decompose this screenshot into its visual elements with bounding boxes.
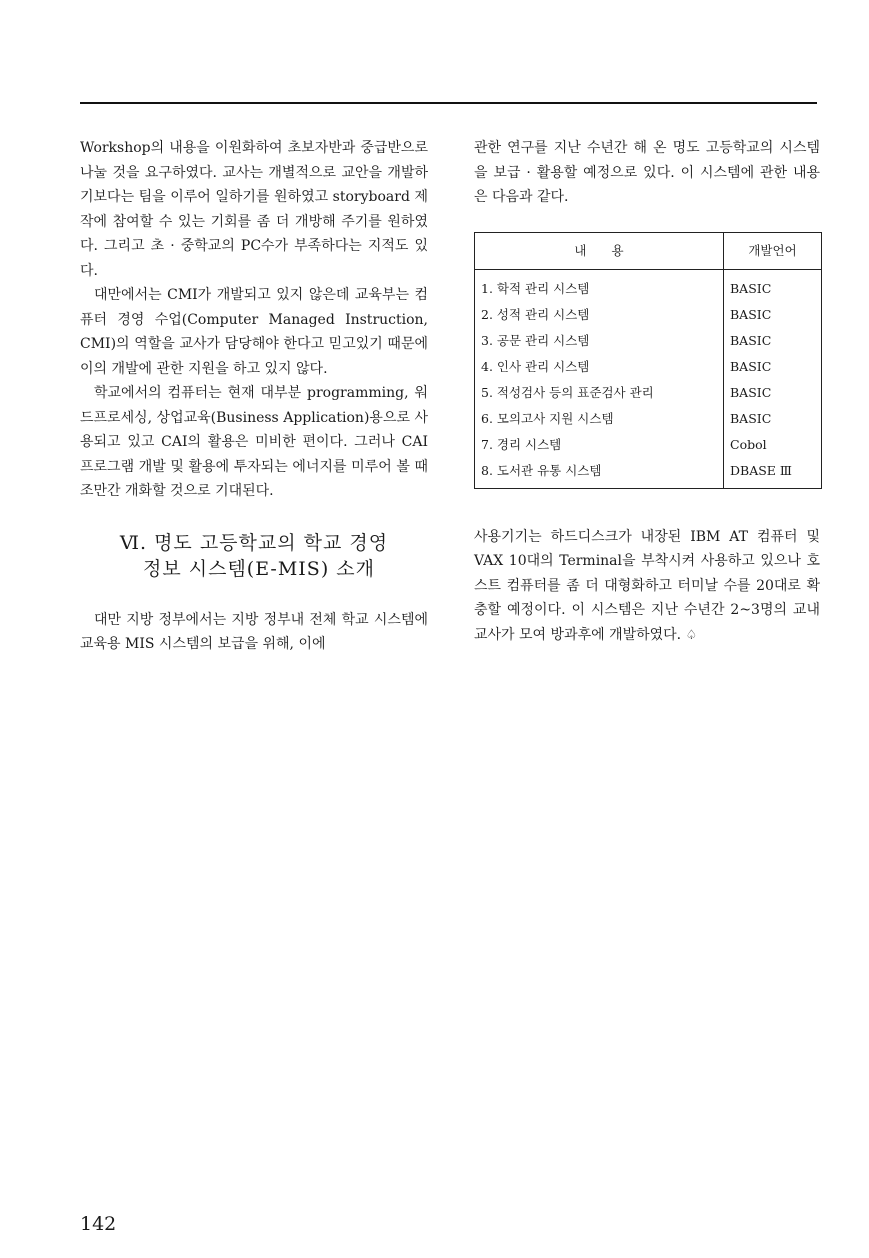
right-paragraph-1: 관한 연구를 지난 수년간 해 온 명도 고등학교의 시스템을 보급 · 활용할 예정으로 있다. 이 시스템에 관한 내용은 다음과 같다. [474, 140, 820, 205]
table-cell-system: 5. 적성검사 등의 표준검사 관리 [481, 384, 654, 400]
table-cell-language: BASIC [724, 406, 822, 432]
table-row [475, 432, 822, 458]
table-row [475, 269, 822, 302]
top-rule [80, 102, 817, 104]
table-header-language: 개발언어 [724, 232, 822, 269]
table-cell-system: 1. 학적 관리 시스템 [481, 280, 590, 296]
section-heading-line-2: 정보 시스템(E-MIS) 소개 [142, 557, 375, 580]
table-row [475, 380, 822, 406]
table-cell-system: 8. 도서관 유통 시스템 [481, 462, 602, 478]
section-heading-line-1: Ⅵ. 명도 고등학교의 학교 경영 [119, 531, 389, 554]
table-row [475, 458, 822, 489]
left-paragraph-4: 대만 지방 정부에서는 지방 정부내 전체 학교 시스템에 교육용 MIS 시스템의 보급을 위해, 이에 [80, 611, 428, 652]
table-cell-language: BASIC [724, 302, 822, 328]
left-paragraph-1: Workshop의 내용을 이원화하여 초보자반과 중급반으로 나눌 것을 요구하였다. 교사는 개별적으로 교안을 개발하기보다는 팀을 이루어 일하기를 원하였고 storyboard 제작에 참여할 수 있는 기회를 좀 더 개방해 주기를 원하였다. 그리고 초 · 중학교의 PC수가 부족하다는 지적도 있다. [80, 140, 428, 279]
left-paragraph-2: 대만에서는 CMI가 개발되고 있지 않은데 교육부는 컴퓨터 경영 수업(Computer Managed Instruction, CMI)의 역할을 교사가 담당해야 한다고 믿고있기 때문에 이의 개발에 관한 지원을 하고 있지 않다. [80, 287, 428, 377]
left-column [80, 136, 428, 657]
table-cell-language: BASIC [724, 380, 822, 406]
right-paragraph-2-text: 사용기기는 하드디스크가 내장된 IBM AT 컴퓨터 및 VAX 10대의 Terminal을 부착시켜 사용하고 있으나 호스트 컴퓨터를 좀 더 대형화하고 터미날 수를 20대로 확충할 예정이다. 이 시스템은 지난 수년간 2~3명의 교내 교사가 모여 방과후에 개발하였다. [474, 528, 820, 643]
table-cell-system: 2. 성적 관리 시스템 [481, 306, 590, 322]
right-column [474, 136, 820, 648]
table-cell-system: 6. 모의고사 지원 시스템 [481, 410, 614, 426]
table-row [475, 354, 822, 380]
table-header-content: 내 용 [475, 232, 724, 269]
table-header-row [475, 232, 822, 269]
table-cell-system: 3. 공문 관리 시스템 [481, 332, 590, 348]
table-cell-language: DBASE Ⅲ [724, 458, 822, 489]
end-mark-icon: ♤ [685, 627, 698, 643]
table-row [475, 406, 822, 432]
table-row [475, 328, 822, 354]
systems-table [474, 232, 822, 489]
table-cell-language: BASIC [724, 354, 822, 380]
right-paragraph-2 [474, 525, 820, 649]
page-number: 142 [80, 1213, 117, 1235]
table-cell-language: BASIC [724, 269, 822, 302]
table-cell-system: 7. 경리 시스템 [481, 436, 562, 452]
table-cell-language: BASIC [724, 328, 822, 354]
table-cell-language: Cobol [724, 432, 822, 458]
left-paragraph-3: 학교에서의 컴퓨터는 현재 대부분 programming, 워드프로세싱, 상업교육(Business Application)용으로 사용되고 있고 CAI의 활용은 미비한 편이다. 그러나 CAI 프로그램 개발 및 활용에 투자되는 에너지를 미루어 볼 때 조만간 개화할 것으로 기대된다. [80, 385, 428, 499]
section-heading [80, 530, 428, 582]
table-cell-system: 4. 인사 관리 시스템 [481, 358, 590, 374]
table-row [475, 302, 822, 328]
